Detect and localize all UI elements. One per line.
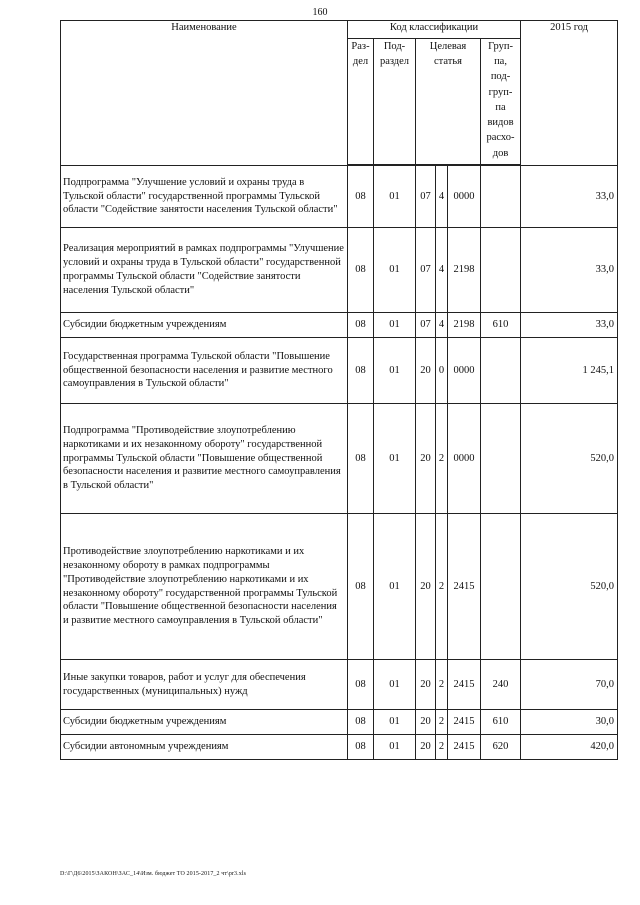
row-expense-group: 620	[481, 735, 521, 760]
row-target-part1: 20	[416, 735, 436, 760]
row-expense-group	[481, 166, 521, 228]
header-name: Наименование	[61, 21, 348, 166]
row-subsection: 01	[374, 338, 416, 404]
row-amount: 33,0	[521, 166, 618, 228]
row-target-part2: 0	[436, 338, 448, 404]
row-amount: 520,0	[521, 404, 618, 514]
budget-table	[60, 20, 618, 760]
row-amount: 1 245,1	[521, 338, 618, 404]
row-target-part2: 4	[436, 166, 448, 228]
header-target-article: Целевая статья	[416, 39, 481, 165]
table-row	[61, 166, 618, 228]
row-section: 08	[348, 166, 374, 228]
row-section: 08	[348, 735, 374, 760]
row-name: Субсидии автономным учреждениям	[61, 735, 348, 760]
row-section: 08	[348, 404, 374, 514]
table-row	[61, 710, 618, 735]
row-section: 08	[348, 313, 374, 338]
table-row	[61, 660, 618, 710]
row-target-part3: 2198	[448, 313, 481, 338]
row-name: Иные закупки товаров, работ и услуг для обеспечения государственных (муниципальных) нужд	[61, 660, 348, 710]
row-subsection: 01	[374, 710, 416, 735]
row-target-part3: 0000	[448, 338, 481, 404]
row-section: 08	[348, 660, 374, 710]
row-target-part3: 2415	[448, 735, 481, 760]
row-subsection: 01	[374, 228, 416, 313]
row-name: Субсидии бюджетным учреждениям	[61, 313, 348, 338]
row-target-part1: 20	[416, 338, 436, 404]
row-target-part1: 20	[416, 710, 436, 735]
row-section: 08	[348, 710, 374, 735]
row-amount: 520,0	[521, 514, 618, 660]
row-amount: 33,0	[521, 313, 618, 338]
row-expense-group: 240	[481, 660, 521, 710]
header-subsection: Под- раздел	[374, 39, 416, 165]
row-target-part3: 2415	[448, 710, 481, 735]
row-name: Подпрограмма "Улучшение условий и охраны труда в Тульской области" государственной программы Тульской области "Содействие занятости населения Тульской области"	[61, 166, 348, 228]
row-expense-group: 610	[481, 313, 521, 338]
row-target-part3: 0000	[448, 404, 481, 514]
row-section: 08	[348, 338, 374, 404]
row-target-part3: 0000	[448, 166, 481, 228]
row-subsection: 01	[374, 166, 416, 228]
row-target-part2: 2	[436, 735, 448, 760]
row-target-part1: 07	[416, 166, 436, 228]
file-path-footer: D:\Г\Д6\2015\ЗАКОН\ЗАС_14\Изм. бюджет ТО 2015-2017_2 чт\pr3.xls	[60, 871, 247, 877]
row-subsection: 01	[374, 735, 416, 760]
table-row	[61, 404, 618, 514]
row-target-part2: 2	[436, 660, 448, 710]
table-row	[61, 514, 618, 660]
row-subsection: 01	[374, 660, 416, 710]
row-section: 08	[348, 228, 374, 313]
row-amount: 420,0	[521, 735, 618, 760]
header-expense-group: Груп- па, под- груп- па видов расхо- дов	[481, 39, 521, 165]
row-expense-group	[481, 404, 521, 514]
row-target-part2: 2	[436, 710, 448, 735]
table-row	[61, 735, 618, 760]
row-target-part2: 4	[436, 313, 448, 338]
row-target-part1: 07	[416, 228, 436, 313]
row-name: Противодействие злоупотреблению наркотиками и их незаконному обороту в рамках подпрограммы "Противодействие злоупотреблению наркотиками и их незаконному обороту" государственной программы Тульской области "Повышение общественной безопасности населения и развитие местного самоуправления в Тульской области"	[61, 514, 348, 660]
row-expense-group: 610	[481, 710, 521, 735]
row-amount: 30,0	[521, 710, 618, 735]
page-number: 160	[312, 7, 328, 18]
row-target-part2: 2	[436, 514, 448, 660]
row-subsection: 01	[374, 404, 416, 514]
table-row	[61, 338, 618, 404]
row-expense-group	[481, 338, 521, 404]
row-subsection: 01	[374, 313, 416, 338]
row-target-part1: 20	[416, 514, 436, 660]
row-expense-group	[481, 514, 521, 660]
header-section: Раз- дел	[348, 39, 374, 165]
row-target-part2: 4	[436, 228, 448, 313]
row-target-part1: 20	[416, 660, 436, 710]
row-expense-group	[481, 228, 521, 313]
row-target-part3: 2198	[448, 228, 481, 313]
header-year: 2015 год	[521, 21, 618, 166]
row-target-part3: 2415	[448, 514, 481, 660]
row-target-part3: 2415	[448, 660, 481, 710]
row-amount: 70,0	[521, 660, 618, 710]
row-section: 08	[348, 514, 374, 660]
table-row	[61, 228, 618, 313]
header-classification: Код классификации	[348, 21, 521, 39]
row-target-part2: 2	[436, 404, 448, 514]
row-name: Субсидии бюджетным учреждениям	[61, 710, 348, 735]
row-name: Подпрограмма "Противодействие злоупотреблению наркотиками и их незаконному обороту" государственной программы Тульской области "Повышение общественной безопасности населения и развитие местного самоуправления в Тульской области"	[61, 404, 348, 514]
row-target-part1: 20	[416, 404, 436, 514]
row-amount: 33,0	[521, 228, 618, 313]
row-name: Государственная программа Тульской области "Повышение общественной безопасности населения и развитие местного самоуправления в Тульской области"	[61, 338, 348, 404]
row-target-part1: 07	[416, 313, 436, 338]
table-row	[61, 313, 618, 338]
row-name: Реализация мероприятий в рамках подпрограммы "Улучшение условий и охраны труда в Тульской области" государственной программы Тульской области "Содействие занятости населения Тульской области"	[61, 228, 348, 313]
row-subsection: 01	[374, 514, 416, 660]
